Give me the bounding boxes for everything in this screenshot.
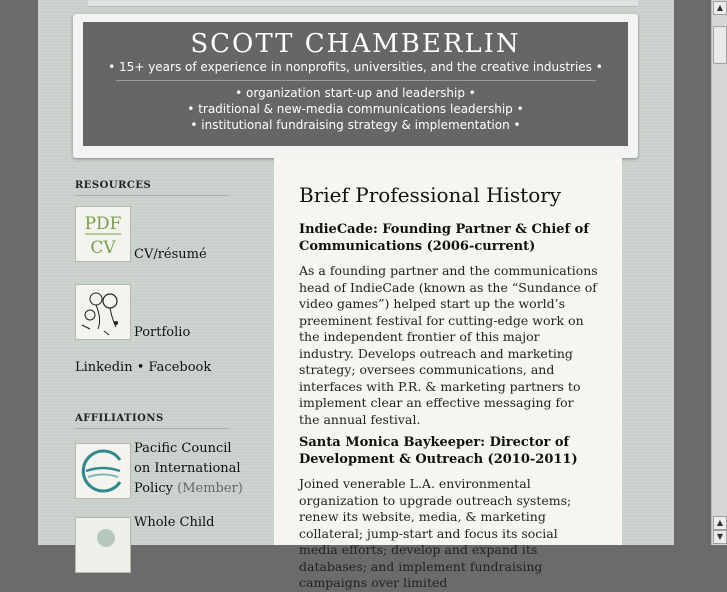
resource-item-portfolio[interactable] — [75, 284, 245, 340]
social-links — [75, 360, 245, 375]
whole-child-link[interactable] — [134, 513, 215, 533]
section-heading: Santa Monica Baykeeper: Director of Development & Outreach (2010-2011) — [299, 435, 578, 467]
portfolio-sketch-icon[interactable] — [75, 284, 131, 340]
affiliation-line: on International — [134, 461, 241, 476]
scroll-up-icon[interactable]: ▲ — [713, 1, 727, 15]
page-container — [38, 0, 674, 590]
pdf-cv-icon[interactable] — [75, 206, 131, 262]
header-divider — [116, 80, 596, 81]
header-banner — [83, 22, 628, 146]
resources-heading: RESOURCES — [75, 180, 229, 196]
header-line: • institutional fundraising strategy & implementation • — [190, 118, 521, 132]
pdf-text: PDF — [84, 214, 122, 234]
vertical-scrollbar[interactable] — [711, 0, 727, 545]
page-title: Brief Professional History — [299, 183, 562, 207]
cv-link[interactable]: CV/résumé — [134, 247, 207, 262]
scroll-down-icon[interactable]: ▼ — [713, 530, 727, 544]
resource-item-cv[interactable] — [75, 206, 245, 262]
affiliations-heading: AFFILIATIONS — [75, 413, 229, 429]
linkedin-link[interactable]: Linkedin — [75, 360, 133, 375]
header-line: • traditional & new-media communications leadership • — [187, 102, 524, 116]
affiliation-item-whole-child[interactable] — [75, 517, 245, 573]
scroll-up-icon[interactable]: ▲ — [713, 516, 727, 530]
header-line: • organization start-up and leadership • — [235, 86, 476, 100]
pacific-council-logo-icon[interactable] — [75, 443, 131, 499]
header-tagline: • 15+ years of experience in nonprofits, universities, and the creative industries • — [108, 60, 603, 74]
affiliation-line: Pacific Council — [134, 441, 232, 456]
section-body: As a founding partner and the communications head of IndieCade (known as the “Sundance of video games”) helped start up the world’s preeminent festival for cutting-edge work on the independent frontier of this major industry. Develops outreach and marketing strategy; oversees communications, and interfaces with P.R. & marketing partners to implement clear an effective messaging for the annual festival. — [299, 263, 598, 427]
affiliation-line: Policy — [134, 481, 173, 496]
affiliation-line: Whole Child — [134, 515, 215, 530]
section-body: Joined venerable L.A. environmental organization to upgrade outreach systems; renew its website, media, & marketing collateral; jump-start and focus its social media efforts; develop and expand its databases; and implement fundraising campaigns over limited — [299, 476, 572, 590]
link-separator: • — [132, 360, 149, 375]
portfolio-link[interactable]: Portfolio — [134, 325, 191, 340]
membership-note: (Member) — [173, 481, 243, 496]
section-heading: IndieCade: Founding Partner & Chief of Communications (2006-current) — [299, 222, 589, 254]
scrollbar-thumb[interactable] — [713, 26, 727, 64]
header-frame — [73, 14, 638, 158]
affiliation-item-pacific-council[interactable] — [75, 443, 245, 499]
pacific-council-link[interactable] — [134, 439, 243, 499]
site-title: SCOTT CHAMBERLIN — [190, 29, 521, 59]
cv-text: CV — [90, 238, 116, 258]
sidebar — [75, 180, 245, 573]
main-content — [274, 158, 622, 590]
affiliation-line — [134, 479, 243, 499]
facebook-link[interactable]: Facebook — [148, 360, 212, 375]
top-strip — [88, 0, 638, 7]
whole-child-logo-icon[interactable] — [75, 517, 131, 573]
